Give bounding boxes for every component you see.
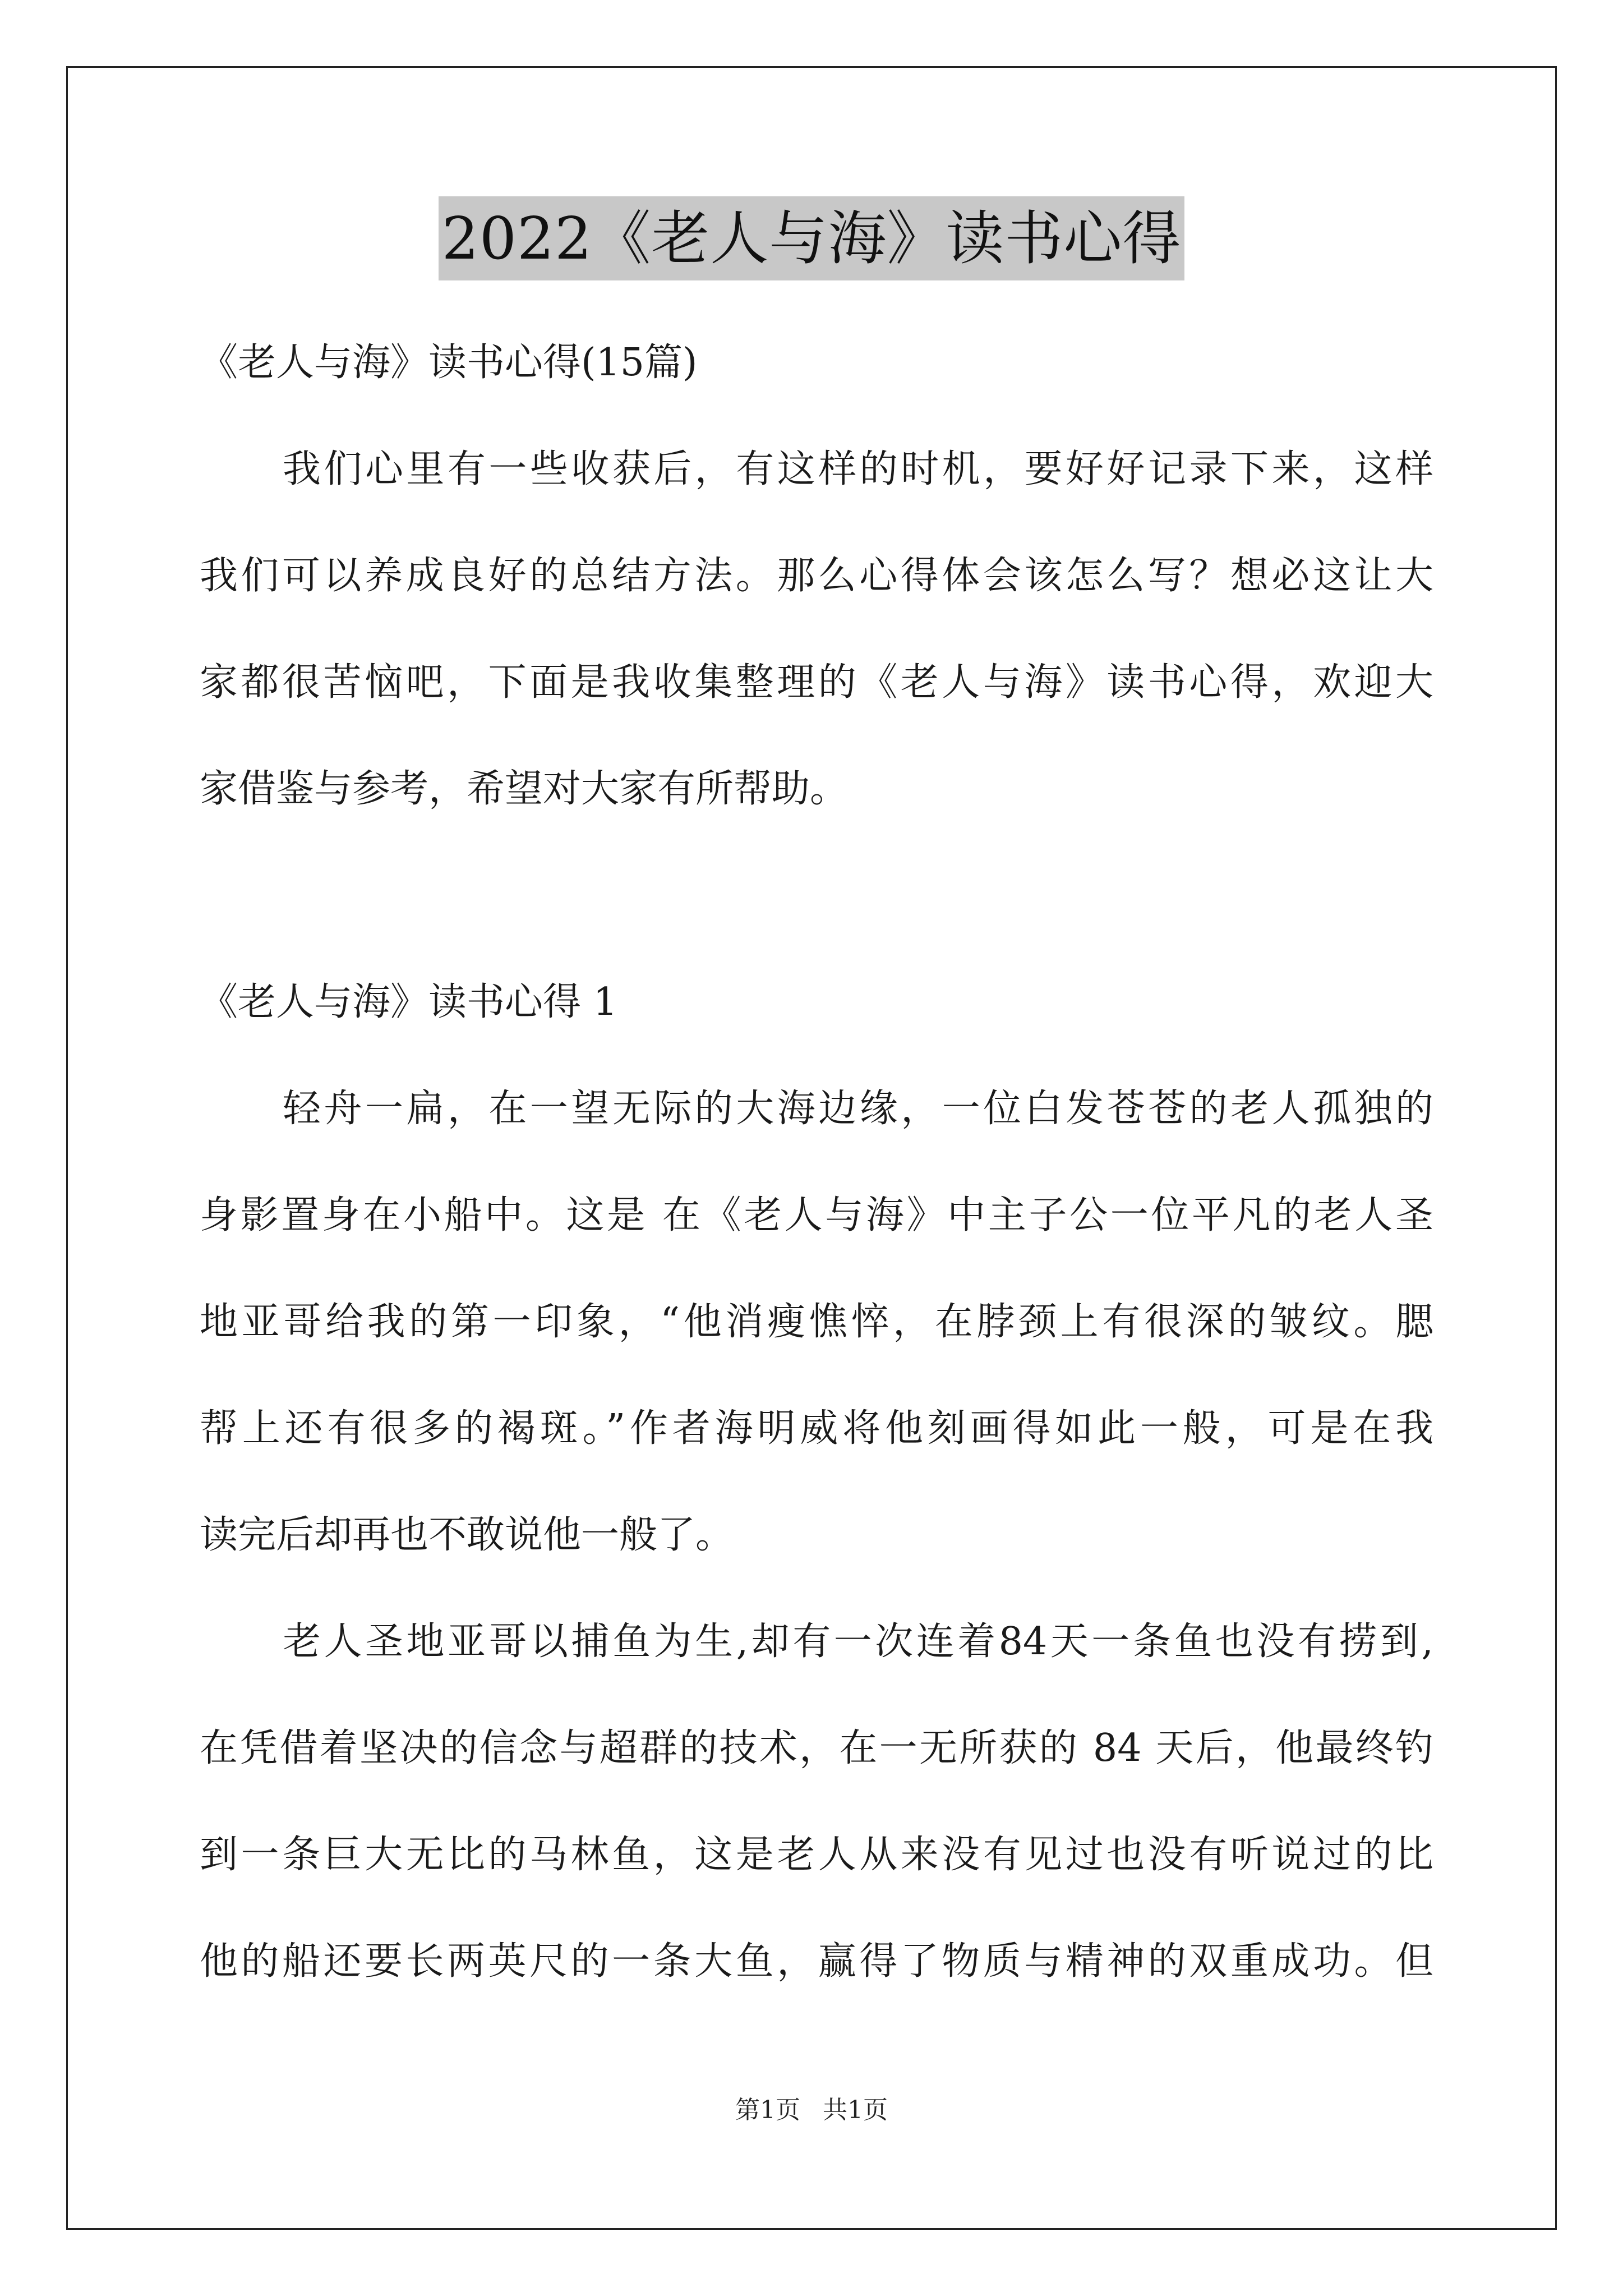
paragraph-line: 读完后却再也不敢说他一般了。 [200, 1513, 734, 1557]
intro-line: 家都很苦恼吧，下面是我收集整理的《老人与海》读书心得，欢迎大 [200, 660, 1433, 705]
intro-line: 我们心里有一些收获后，有这样的时机，要好好记录下来，这样 [283, 447, 1433, 491]
paragraph-line: 帮上还有很多的褐斑。”作者海明威将他刻画得如此一般，可是在我 [200, 1406, 1433, 1451]
intro-line: 我们可以养成良好的总结方法。那么心得体会该怎么写？想必这让大 [200, 554, 1433, 598]
document-body [200, 310, 1433, 2015]
section-heading: 《老人与海》读书心得 1 [200, 980, 617, 1024]
page-total: 共1页 [823, 2096, 888, 2124]
paragraph-line: 到一条巨大无比的马林鱼，这是老人从来没有见过也没有听说过的比 [200, 1833, 1433, 1877]
paragraph-line: 身影置身在小船中。这是 在《老人与海》中主子公一位平凡的老人圣 [200, 1193, 1433, 1237]
document-title: 2022《老人与海》读书心得 [439, 196, 1185, 280]
paragraph-line: 地亚哥给我的第一印象，“他消瘦憔悴，在脖颈上有很深的皱纹。腮 [200, 1300, 1433, 1344]
page-number: 第1页 [735, 2096, 800, 2124]
page-footer [0, 2090, 1623, 2125]
paragraph-line: 他的船还要长两英尺的一条大鱼，赢得了物质与精神的双重成功。但 [200, 1939, 1433, 1984]
subtitle: 《老人与海》读书心得(15篇) [200, 341, 698, 385]
paragraph-line: 老人圣地亚哥以捕鱼为生,却有一次连着84天一条鱼也没有捞到, [283, 1619, 1433, 1664]
paragraph-line: 在凭借着坚决的信念与超群的技术，在一无所获的 84 天后，他最终钓 [200, 1726, 1433, 1770]
spacer [200, 843, 1433, 949]
title-container [0, 196, 1623, 280]
intro-line: 家借鉴与参考，希望对大家有所帮助。 [200, 767, 849, 811]
paragraph-line: 轻舟一扁，在一望无际的大海边缘，一位白发苍苍的老人孤独的 [283, 1087, 1433, 1131]
